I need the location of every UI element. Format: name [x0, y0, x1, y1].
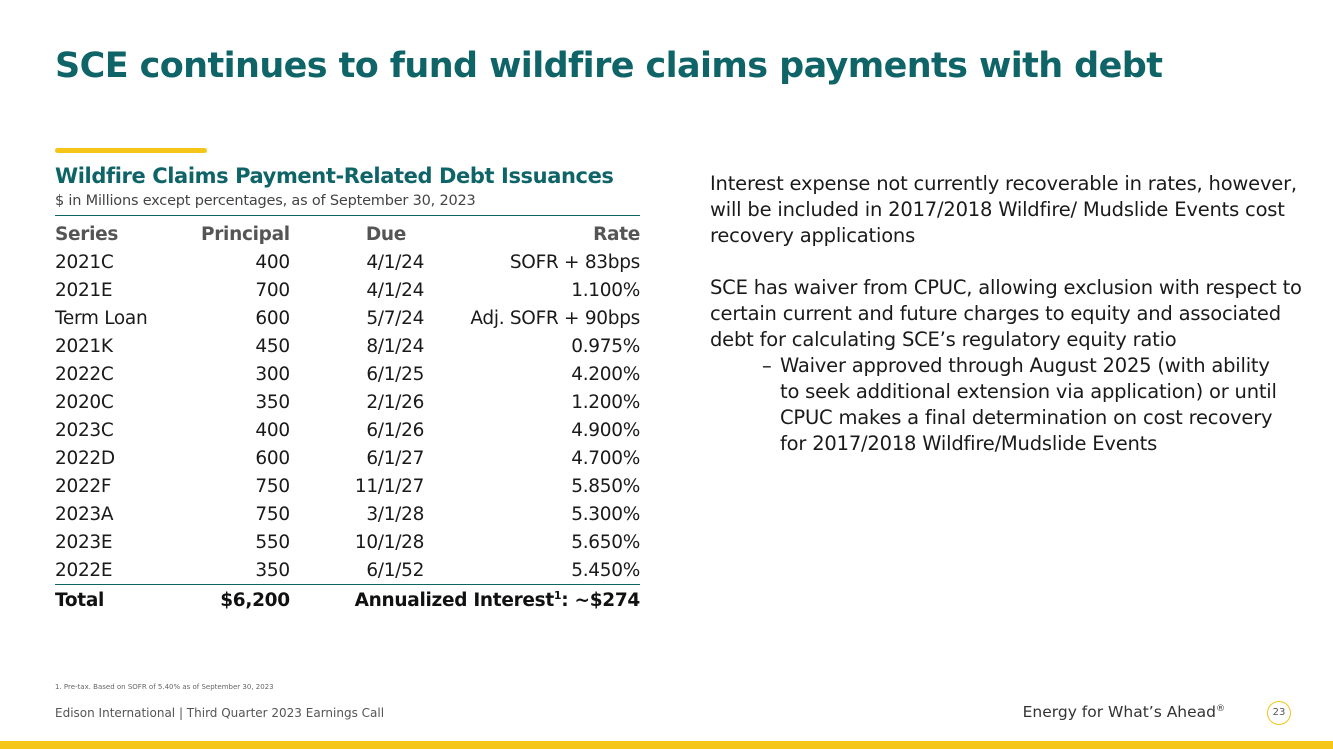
- footer-company-event: Edison International | Third Quarter 2023 Earnings Call: [55, 706, 385, 720]
- cell-rate: 5.850%: [571, 475, 640, 497]
- cell-series: 2021K: [55, 335, 113, 357]
- cell-principal: 400: [255, 251, 290, 273]
- annualized-interest: [290, 585, 640, 616]
- table-row: [55, 472, 640, 500]
- cell-series: 2022E: [55, 559, 113, 581]
- table-subheading: $ in Millions except percentages, as of September 30, 2023: [55, 193, 476, 209]
- table-row: [55, 416, 640, 444]
- table-header-row: [55, 220, 640, 248]
- annualized-interest-label: Annualized Interest: [354, 590, 554, 612]
- table-row: [55, 360, 640, 388]
- cell-series: 2020C: [55, 391, 114, 413]
- cell-due: 8/1/24: [366, 335, 425, 357]
- column-header-principal: Principal: [200, 223, 290, 245]
- footer-tagline: [1023, 703, 1225, 721]
- cell-series: 2022F: [55, 475, 112, 497]
- table-body: [55, 248, 640, 585]
- table-row: [55, 556, 640, 585]
- commentary: [710, 171, 1310, 457]
- table-row: [55, 276, 640, 304]
- cell-due: 4/1/24: [366, 279, 425, 301]
- cell-principal: 550: [255, 531, 290, 553]
- commentary-sub-bullet: [762, 353, 1310, 457]
- table-row: [55, 388, 640, 416]
- tagline-text: Energy for What’s Ahead: [1022, 703, 1216, 721]
- commentary-paragraph-2: SCE has waiver from CPUC, allowing exclusion with respect to certain current and future charges to equity and associated debt for calculating SCE’s regulatory equity ratio: [710, 276, 1302, 351]
- annualized-interest-value: : ~$274: [561, 590, 640, 612]
- cell-series: Term Loan: [55, 307, 148, 329]
- cell-rate: 0.975%: [571, 335, 640, 357]
- cell-rate: 5.650%: [571, 531, 640, 553]
- cell-due: 11/1/27: [354, 475, 425, 497]
- cell-rate: SOFR + 83bps: [509, 251, 640, 273]
- slide-title: SCE continues to fund wildfire claims payments with debt: [55, 46, 1163, 86]
- cell-principal: 350: [255, 391, 290, 413]
- dash-bullet: –: [762, 354, 772, 377]
- cell-rate: 4.900%: [571, 419, 640, 441]
- sub-bullet-text: Waiver approved through August 2025 (with ability to seek additional extension via application) or until CPUC makes a final determination on cost recovery for 2017/2018 Wildfire/Mudslide Events: [780, 354, 1277, 455]
- table-row: [55, 500, 640, 528]
- cell-due: 6/1/27: [366, 447, 425, 469]
- cell-series: 2022C: [55, 363, 114, 385]
- total-label: Total: [55, 585, 187, 616]
- cell-series: 2023A: [55, 503, 114, 525]
- column-header-series: Series: [55, 223, 119, 245]
- page-number: 23: [1267, 701, 1291, 725]
- table-header-rule: [55, 215, 640, 216]
- column-header-due: Due: [365, 223, 407, 245]
- table-heading: Wildfire Claims Payment-Related Debt Issuances: [55, 164, 614, 188]
- cell-principal: 700: [255, 279, 290, 301]
- total-principal: $6,200: [187, 585, 290, 616]
- table-row: [55, 332, 640, 360]
- cell-series: 2021C: [55, 251, 114, 273]
- cell-rate: Adj. SOFR + 90bps: [470, 307, 640, 329]
- cell-principal: 400: [255, 419, 290, 441]
- cell-series: 2022D: [55, 447, 115, 469]
- cell-rate: 4.700%: [571, 447, 640, 469]
- cell-principal: 750: [255, 475, 290, 497]
- cell-due: 4/1/24: [366, 251, 425, 273]
- table-row: [55, 304, 640, 332]
- cell-due: 2/1/26: [366, 391, 425, 413]
- cell-rate: 4.200%: [571, 363, 640, 385]
- cell-principal: 450: [255, 335, 290, 357]
- table-row: [55, 444, 640, 472]
- cell-principal: 300: [255, 363, 290, 385]
- table-row: [55, 248, 640, 276]
- cell-due: 3/1/28: [366, 503, 425, 525]
- debt-issuance-table: [55, 220, 640, 615]
- cell-rate: 5.300%: [571, 503, 640, 525]
- cell-due: 5/7/24: [366, 307, 425, 329]
- cell-series: 2023E: [55, 531, 113, 553]
- cell-rate: 1.100%: [571, 279, 640, 301]
- cell-due: 6/1/25: [366, 363, 425, 385]
- table-row: [55, 528, 640, 556]
- bottom-accent-bar: [0, 741, 1333, 749]
- accent-bar: [55, 148, 207, 153]
- cell-rate: 5.450%: [571, 559, 640, 581]
- cell-due: 6/1/52: [366, 559, 425, 581]
- cell-principal: 750: [255, 503, 290, 525]
- footnote: 1. Pre-tax. Based on SOFR of 5.40% as of September 30, 2023: [55, 683, 274, 691]
- cell-principal: 600: [255, 307, 290, 329]
- footnote-marker: 1: [553, 588, 562, 602]
- cell-rate: 1.200%: [571, 391, 640, 413]
- registered-mark: ®: [1216, 703, 1225, 714]
- cell-principal: 600: [255, 447, 290, 469]
- table-total-row: [55, 585, 640, 616]
- commentary-paragraph-1: Interest expense not currently recoverable in rates, however, will be included in 2017/2018 Wildfire/ Mudslide Events cost recovery applications: [710, 172, 1297, 247]
- cell-due: 6/1/26: [366, 419, 425, 441]
- cell-principal: 350: [255, 559, 290, 581]
- cell-series: 2023C: [55, 419, 114, 441]
- cell-due: 10/1/28: [354, 531, 425, 553]
- column-header-rate: Rate: [593, 223, 640, 245]
- cell-series: 2021E: [55, 279, 113, 301]
